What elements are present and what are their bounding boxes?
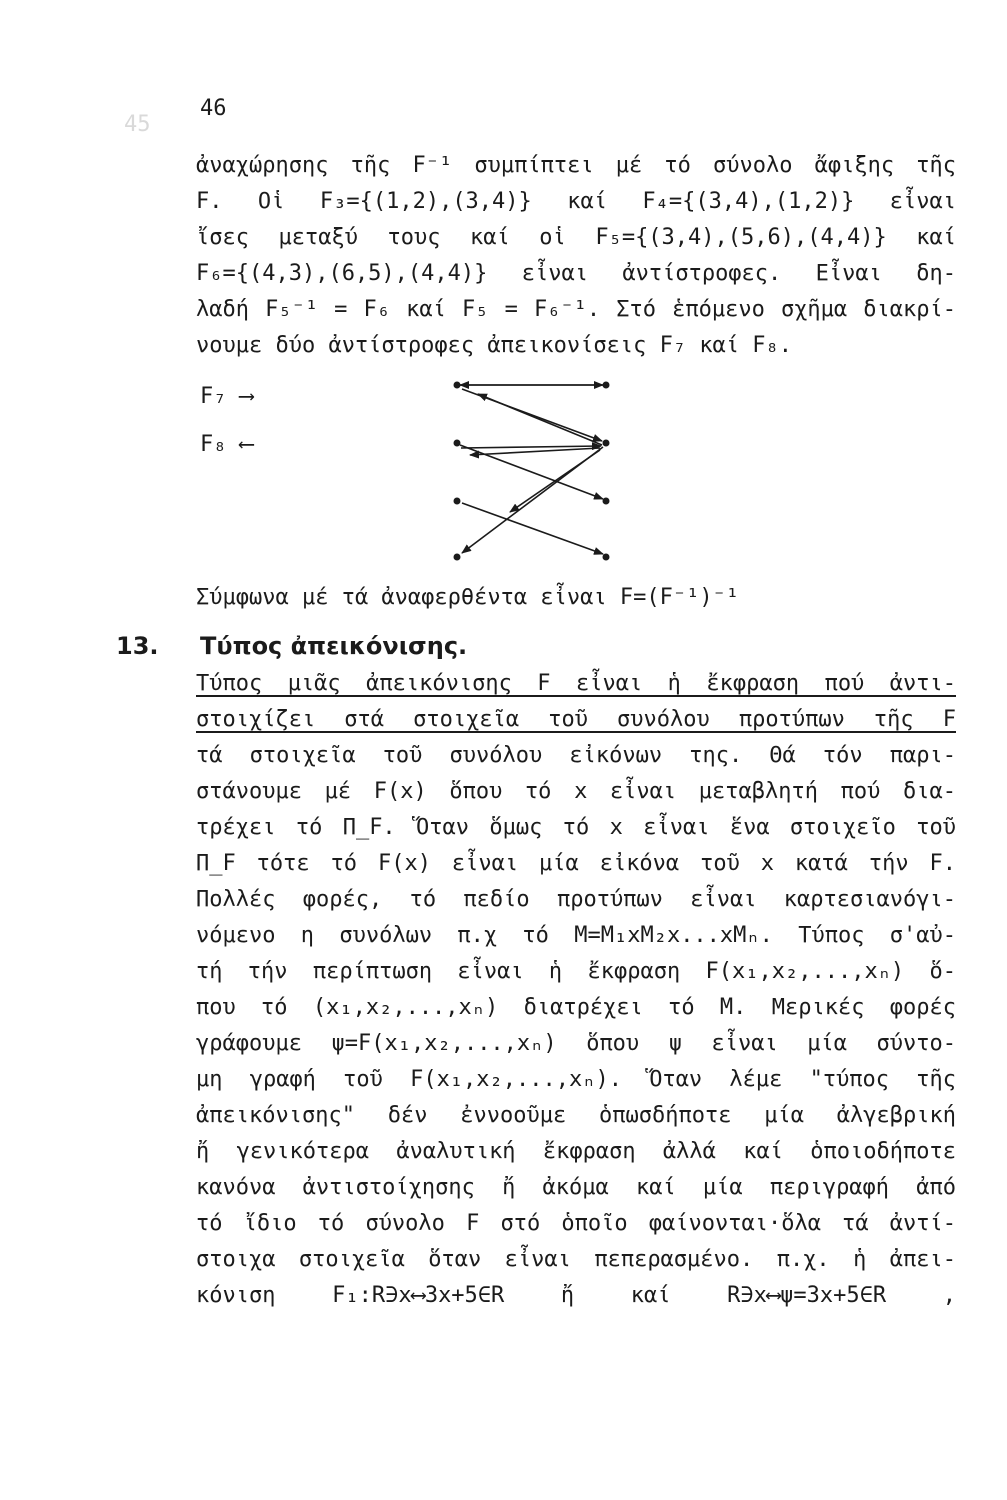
mapping-arrow [470,448,600,455]
text-line: στοιχα στοιχεῖα ὅταν εἶναι πεπερασμένο. π.χ. ἡ ἀπει- [196,1247,956,1272]
bleed-through-page-number: 45 [124,112,151,137]
text-line: F. Οἱ F₃={(1,2),(3,4)} καί F₄={(3,4),(1,2)} εἶναι [196,189,956,214]
text-line: κόνιση F₁:R∋x⟷3x+5∈R ἤ καί R∋x⟷ψ=3x+5∈R , [196,1283,956,1308]
right-point [603,382,610,389]
text-line: Πολλές φορές, τό πεδίο προτύπων εἶναι καρτεσιανόγι- [196,887,956,912]
text-line: Τύπος μιᾶς ἀπεικόνισης F εἶναι ἡ ἔκφραση πού ἀντι- [196,671,956,696]
text-line: λαδή F₅⁻¹ = F₆ καί F₅ = F₆⁻¹. Στό ἑπόμενο σχῆμα διακρί- [196,297,956,322]
text-line: τά στοιχεῖα τοῦ συνόλου εἰκόνων της. Θά τόν παρι- [196,743,956,768]
mapping-arrow [460,445,603,499]
f7-label: F₇ ⟶ [200,384,253,409]
text-line: που τό (x₁,x₂,...,xₙ) διατρέχει τό M. Μερικές φορές [196,995,956,1020]
text-line: ἀπεικόνισης" δέν ἐννοοῦμε ὁπωσδήποτε μία ἀλγεβρική [196,1103,956,1128]
text-line: γράφουμε ψ=F(x₁,x₂,...,xₙ) ὅπου ψ εἶναι μία σύντο- [196,1031,956,1056]
right-point [603,554,610,561]
text-line: κανόνα ἀντιστοίχησης ἤ ἀκόμα καί μία περιγραφή ἀπό [196,1175,956,1200]
text-line: μη γραφή τοῦ F(x₁,x₂,...,xₙ). Ὅταν λέμε "τύπος τῆς [196,1067,956,1092]
right-point [603,498,610,505]
page-number: 46 [200,96,227,121]
conclusion-line: Σύμφωνα μέ τά ἀναφερθέντα εἶναι F=(F⁻¹)⁻¹ [196,585,740,610]
text-line: Π_F τότε τό F(x) εἶναι μία εἰκόνα τοῦ x κατά τήν F. [196,851,956,876]
right-point [603,440,610,447]
left-point [454,498,461,505]
text-line: τό ἴδιο τό σύνολο F στό ὁποῖο φαίνονται·ὅλα τά ἀντί- [196,1211,956,1236]
mapping-arrow [462,503,603,554]
text-line: ἴσες μεταξύ τους καί οἱ F₅={(3,4),(5,6),(4,4)} καί [196,225,956,250]
mapping-arrow [510,450,600,512]
left-point [454,440,461,447]
text-line: στοιχίζει στά στοιχεῖα τοῦ συνόλου προτύπων τῆς F [196,707,956,732]
text-line: νόμενο η συνόλων π.χ τό M=M₁xM₂x...xMₙ. Τύπος σ'αὐ- [196,923,956,948]
mapping-arrow [461,446,601,448]
left-point [454,382,461,389]
text-line: τρέχει τό Π_F. Ὅταν ὅμως τό x εἶναι ἕνα στοιχεῖο τοῦ [196,815,956,840]
section-number: 13. [116,632,159,660]
text-line: ἤ γενικότερα ἀναλυτική ἔκφραση ἀλλά καί ὁποιοδήποτε [196,1139,956,1164]
text-line: F₆={(4,3),(6,5),(4,4)} εἶναι ἀντίστροφες. Εἶναι δη- [196,261,956,286]
text-line: ἀναχώρησης τῆς F⁻¹ συμπίπτει μέ τό σύνολο ἄφιξης τῆς [196,153,956,178]
text-line: τή τήν περίπτωση εἶναι ἡ ἔκφραση F(x₁,x₂,...,xₙ) ὅ- [196,959,956,984]
left-point [454,554,461,561]
section-title: Τύπος ἀπεικόνισης. [200,632,468,660]
f8-label: F₈ ⟵ [200,432,253,457]
mapping-arrow [478,394,602,445]
text-line: νουμε δύο ἀντίστροφες ἀπεικονίσεις F₇ καί F₈. [196,333,793,358]
text-line: στάνουμε μέ F(x) ὅπου τό x εἶναι μεταβλητή πού δια- [196,779,956,804]
